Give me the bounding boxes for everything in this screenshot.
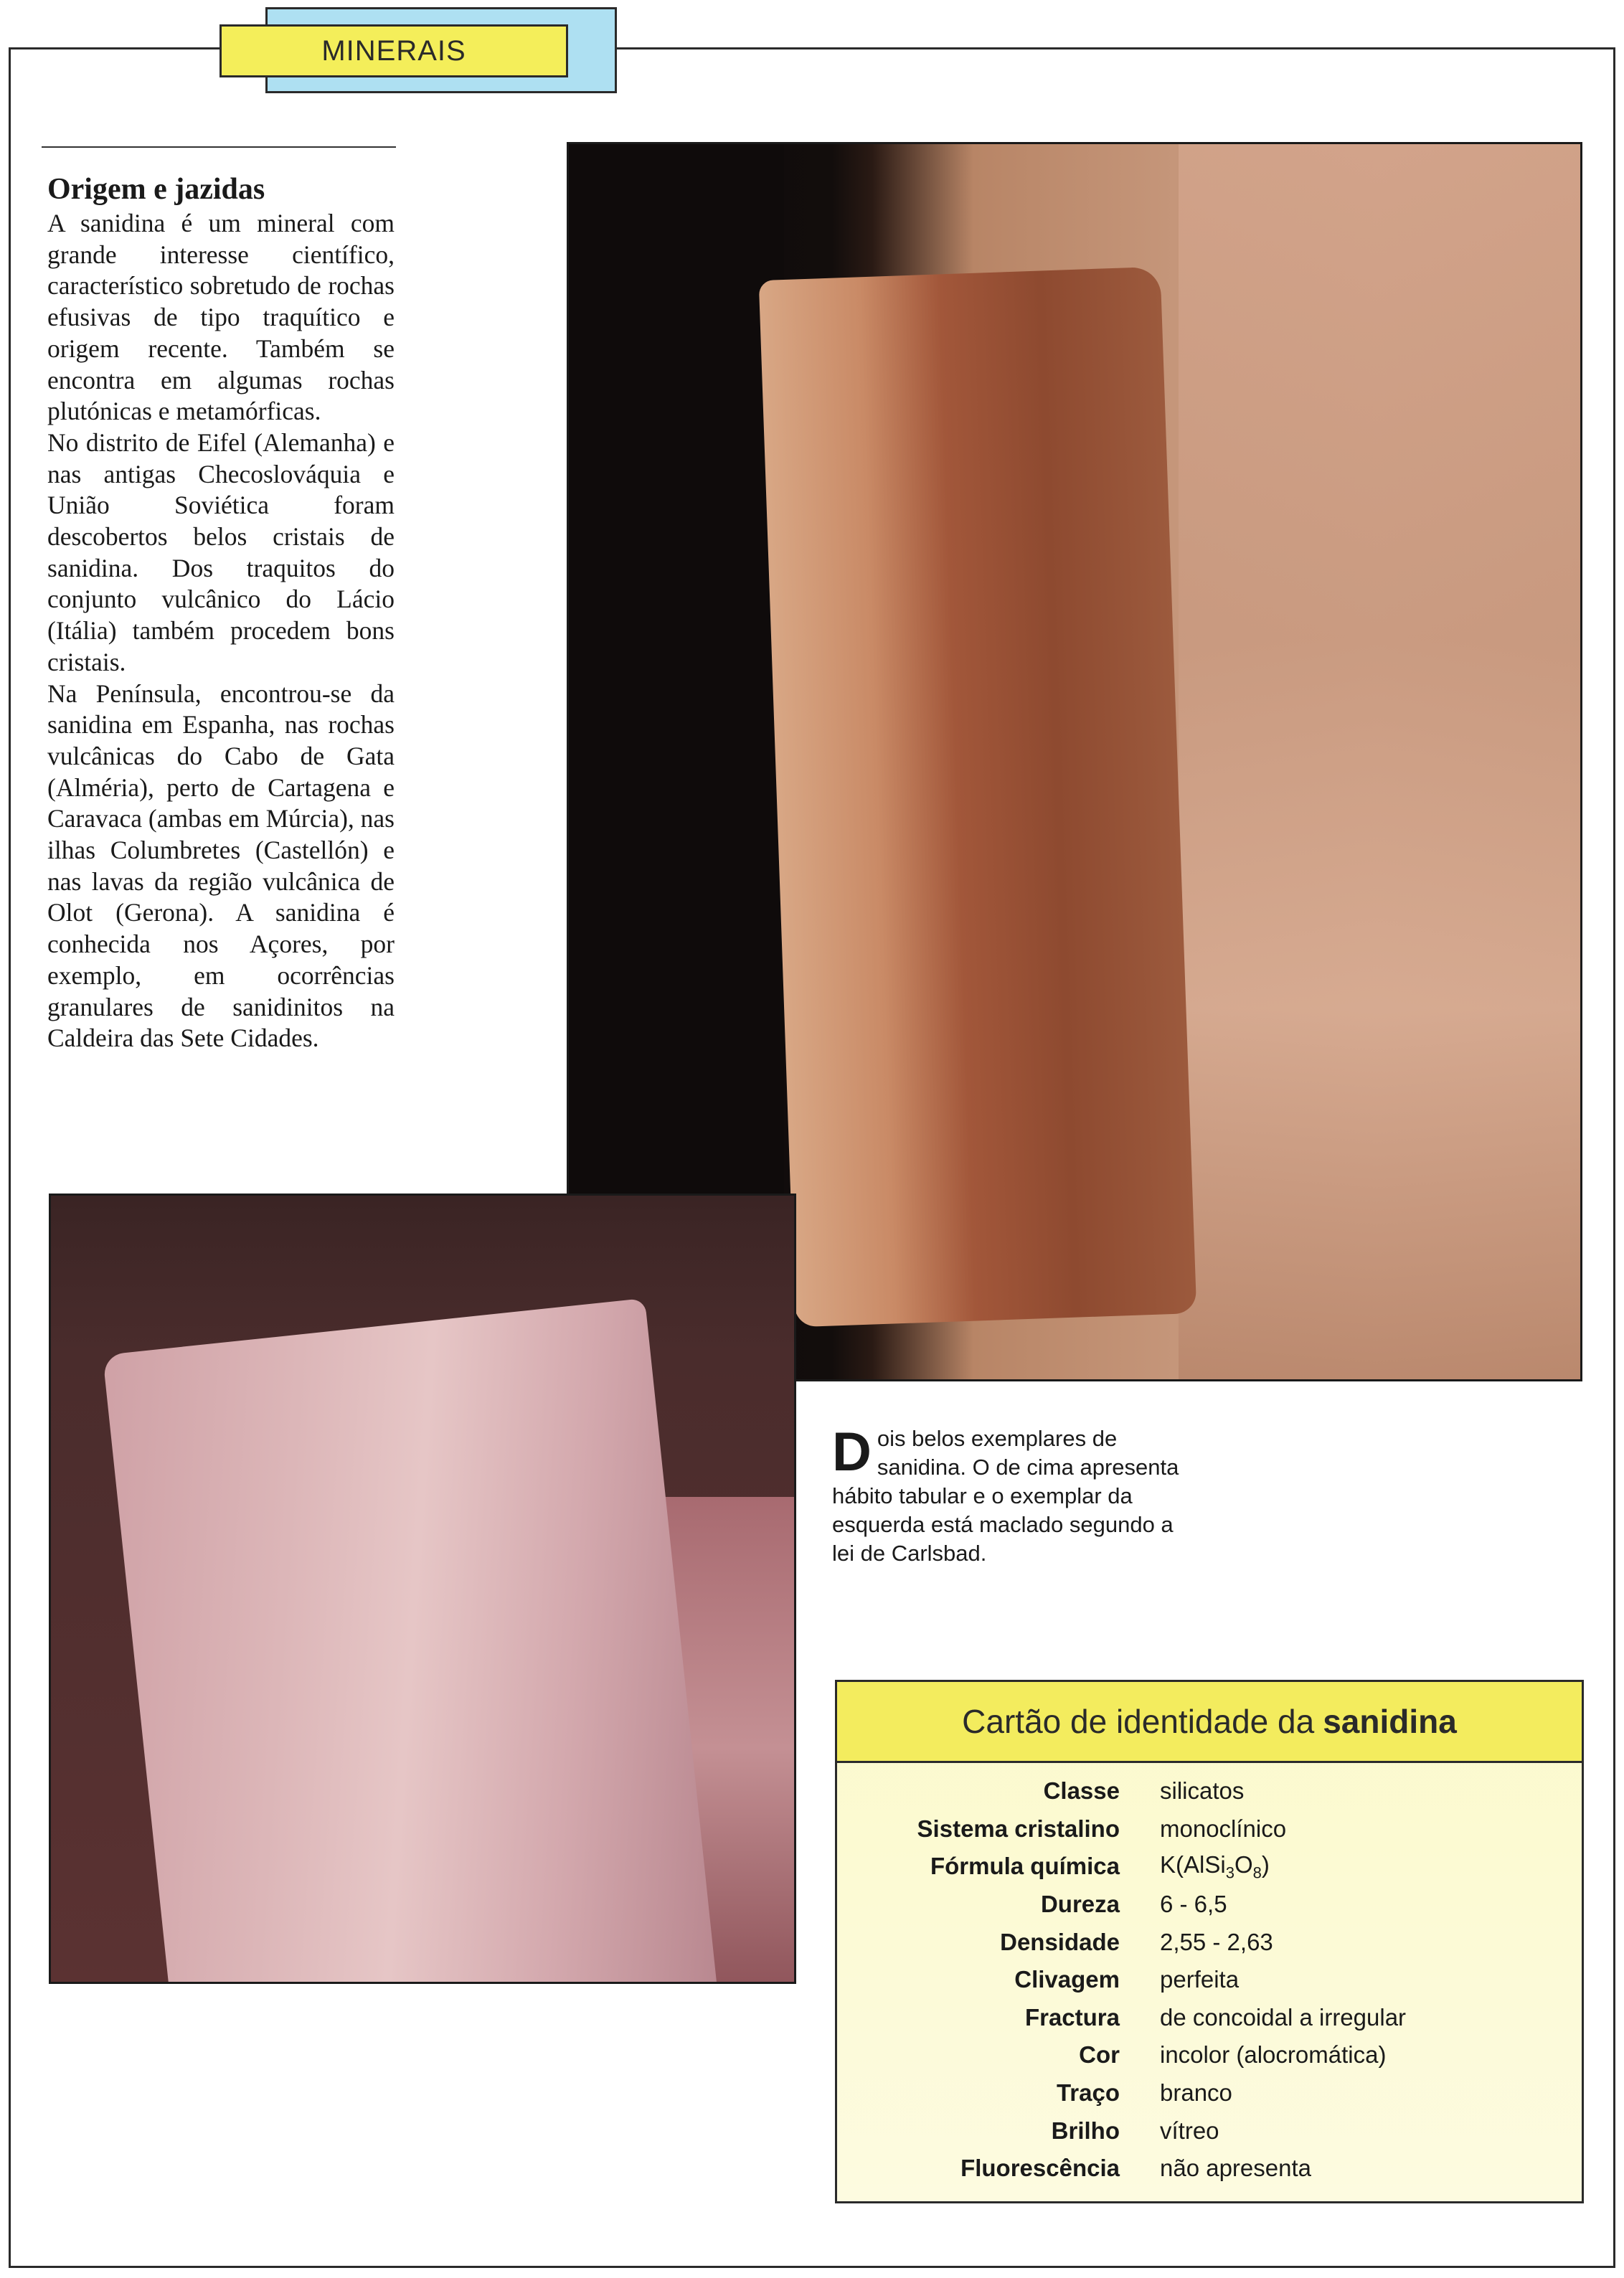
identity-row-densidade [837, 1923, 1582, 1961]
photo-carlsbad-twin-sanidine [49, 1194, 796, 1984]
article-body [47, 208, 395, 1054]
identity-card-rows [837, 1772, 1582, 2188]
article-heading: Origem e jazidas [47, 173, 265, 206]
row-value: silicatos [1160, 1777, 1245, 1805]
row-value: perfeita [1160, 1966, 1240, 1993]
row-label: Fractura [1024, 2003, 1120, 2031]
row-label: Classe [1043, 1777, 1120, 1805]
rock-matrix [1179, 144, 1580, 1379]
identity-card-header [837, 1682, 1582, 1763]
article-paragraph: No distrito de Eifel (Alemanha) e nas antigas Checoslováquia e União Soviética foram descobertos belos cristais de sanidina. Dos traquitos do conjunto vulcânico do Lácio (Itália) também procedem bons cristais. [47, 427, 395, 676]
identity-row-brilho [837, 2112, 1582, 2150]
article-paragraph: Na Península, encontrou-se da sanidina em Espanha, nas rochas vulcânicas do Cabo de Gata (Alméria), perto de Cartagena e Caravaca (ambas em Múrcia), nas ilhas Columbretes (Castellón) e nas lavas da região vulcânica de Olot (Gerona). A sanidina é conhecida nos Açores, por exemplo, em ocorrências granulares de sanidinitos na Caldeira das Sete Cidades. [47, 679, 395, 1053]
row-value: branco [1160, 2079, 1232, 2107]
article-paragraph: A sanidina é um mineral com grande interesse científico, característico sobretudo de rochas efusivas de tipo traquítico e origem recente. Também se encontra em algumas rochas plutónicas e metamórficas. [47, 209, 395, 426]
photo-caption [832, 1424, 1191, 1568]
row-value: de concoidal a irregular [1160, 2003, 1407, 2031]
crystal-shape [759, 267, 1197, 1328]
identity-row-fractura [837, 1999, 1582, 2037]
row-value: vítreo [1160, 2117, 1219, 2144]
identity-row-clivagem [837, 1961, 1582, 1999]
identity-card-title: Cartão de identidade da [962, 1703, 1315, 1740]
section-tab: MINERAIS [219, 24, 568, 77]
identity-row-formula [837, 1848, 1582, 1886]
row-label: Dureza [1040, 1891, 1120, 1918]
row-label: Fórmula química [930, 1853, 1120, 1880]
caption-text: ois belos exemplares de sanidina. O de cima apresenta hábito tabular e o exemplar da esquerda está maclado segundo a lei de Carlsbad. [832, 1426, 1179, 1566]
identity-card [835, 1680, 1584, 2203]
row-label: Clivagem [1014, 1966, 1120, 1993]
row-label: Fluorescência [960, 2155, 1120, 2182]
row-value: 6 - 6,5 [1160, 1891, 1227, 1918]
identity-row-sistema [837, 1810, 1582, 1848]
row-label: Sistema cristalino [917, 1815, 1120, 1842]
crystal-shape [103, 1298, 717, 1984]
row-label: Densidade [1000, 1928, 1120, 1955]
identity-card-mineral: sanidina [1323, 1703, 1457, 1740]
caption-dropcap: D [832, 1422, 872, 1483]
row-label: Traço [1056, 2079, 1120, 2107]
row-value-formula: $K(AlSi_3O_8)$ [1160, 1851, 1270, 1882]
row-value: incolor (alocromática) [1160, 2041, 1387, 2069]
row-label: Brilho [1051, 2117, 1120, 2144]
identity-row-fluorescencia [837, 2150, 1582, 2188]
identity-row-dureza [837, 1886, 1582, 1924]
row-label: Cor [1079, 2041, 1120, 2069]
identity-row-traco [837, 2074, 1582, 2112]
row-value: monoclínico [1160, 1815, 1287, 1842]
row-value: 2,55 - 2,63 [1160, 1928, 1273, 1955]
identity-row-cor [837, 2036, 1582, 2074]
row-value: não apresenta [1160, 2155, 1312, 2182]
heading-rule [42, 146, 396, 148]
identity-row-classe [837, 1772, 1582, 1810]
